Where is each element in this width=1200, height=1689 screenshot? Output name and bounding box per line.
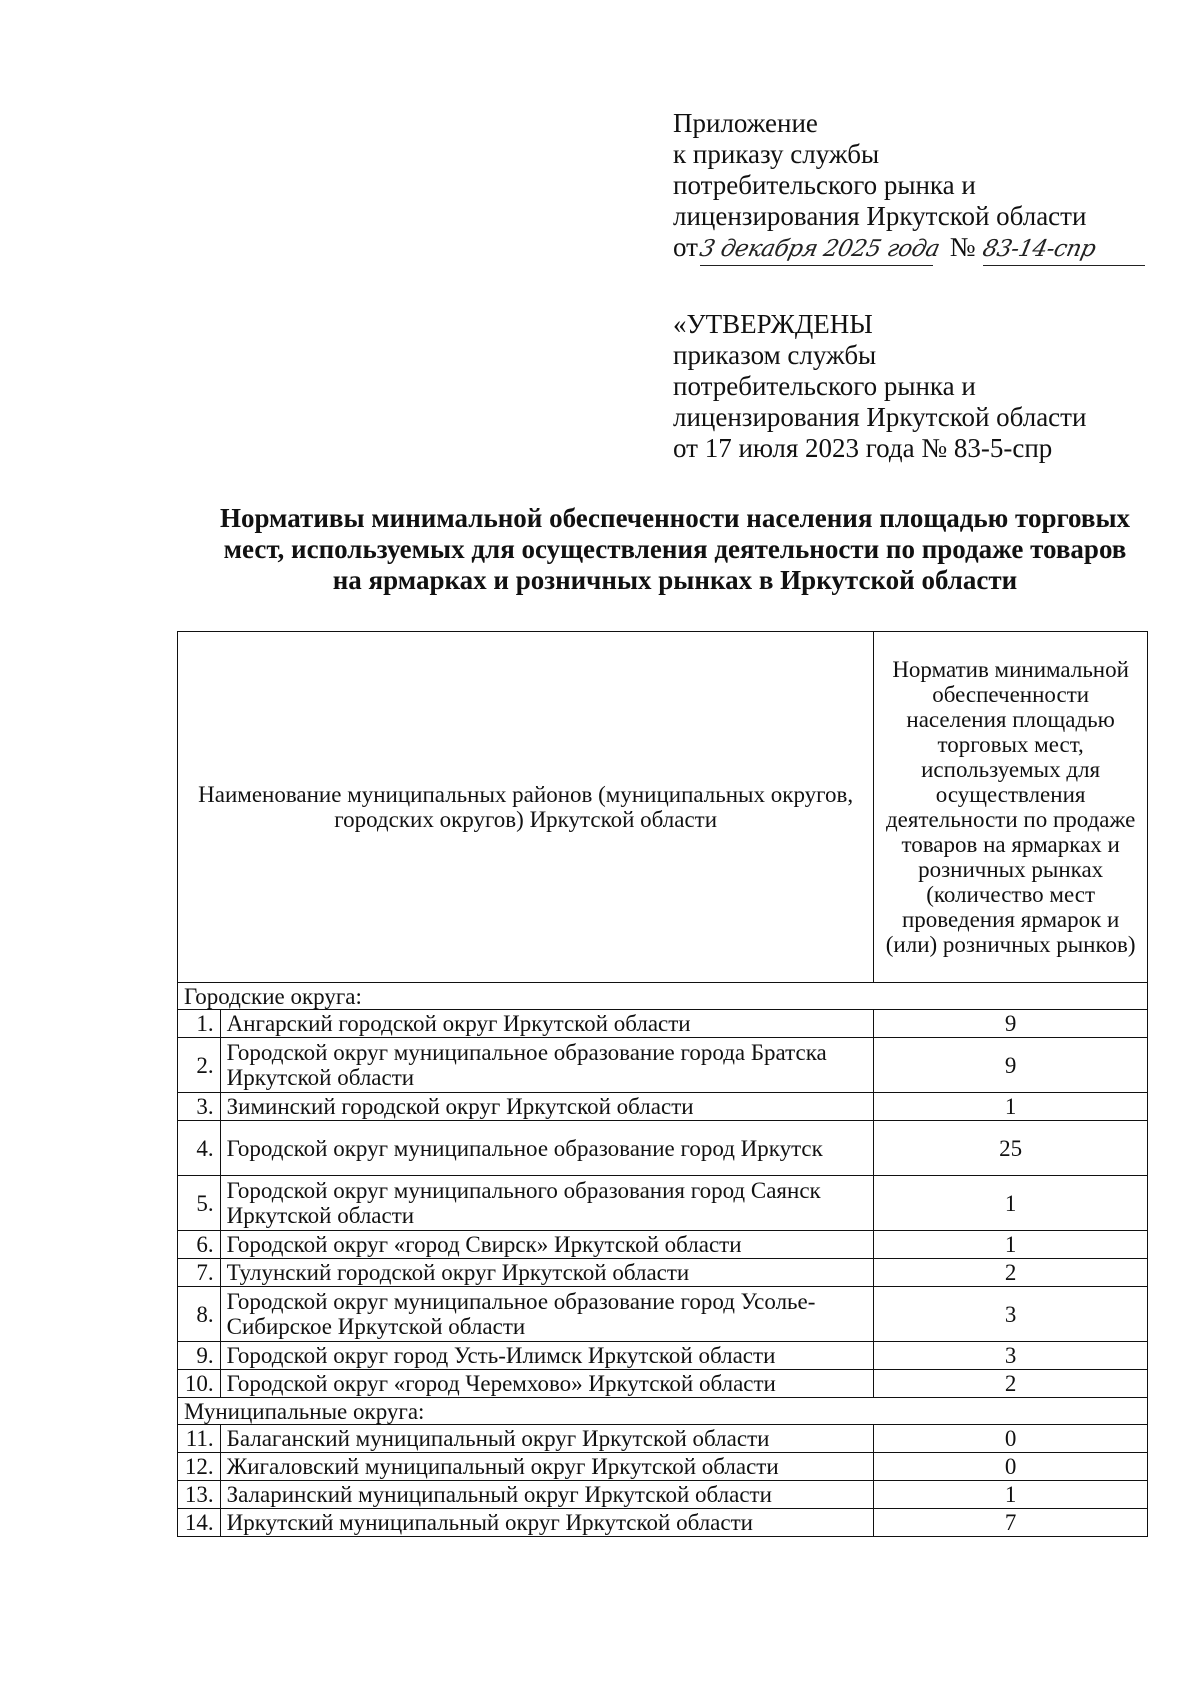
row-value: 9 (874, 1038, 1148, 1093)
section-row (178, 983, 1148, 1010)
appendix-block (673, 108, 1173, 270)
row-value: 1 (874, 1481, 1148, 1509)
appendix-line: потребительского рынка и (673, 170, 976, 200)
row-number: 5. (178, 1176, 221, 1231)
row-value: 25 (874, 1121, 1148, 1176)
section-title: Городские округа: (178, 983, 1148, 1010)
row-number: 12. (178, 1453, 221, 1481)
appendix-line: лицензирования Иркутской области (673, 201, 1087, 231)
row-name: Жигаловский муниципальный округ Иркутской области (220, 1453, 874, 1481)
order-number-handwritten: 83-14-спр (980, 236, 1099, 262)
table-row (178, 1425, 1148, 1453)
table-row (178, 1121, 1148, 1176)
table-header-row (178, 632, 1148, 983)
approved-line: от 17 июля 2023 года № 83-5-спр (673, 433, 1053, 463)
order-prefix: от (673, 232, 698, 262)
order-number-prefix: № (949, 232, 976, 262)
row-name: Зиминский городской округ Иркутской области (220, 1093, 874, 1121)
table-row (178, 1287, 1148, 1342)
row-value: 1 (874, 1176, 1148, 1231)
section-row (178, 1398, 1148, 1425)
header-name-cell: Наименование муниципальных районов (муниципальных округов, городских округов) Иркутской области (178, 632, 874, 983)
row-number: 14. (178, 1509, 221, 1537)
approved-line: лицензирования Иркутской области (673, 402, 1087, 432)
row-number: 8. (178, 1287, 221, 1342)
row-number: 11. (178, 1425, 221, 1453)
row-name: Ангарский городской округ Иркутской области (220, 1010, 874, 1038)
row-name: Городской округ «город Черемхово» Иркутской области (220, 1370, 874, 1398)
row-value: 0 (874, 1453, 1148, 1481)
row-name: Тулунский городской округ Иркутской области (220, 1259, 874, 1287)
row-number: 4. (178, 1121, 221, 1176)
approved-line: потребительского рынка и (673, 371, 976, 401)
row-number: 6. (178, 1231, 221, 1259)
row-number: 10. (178, 1370, 221, 1398)
order-date-handwritten: 3 декабря 2025 года (697, 236, 942, 262)
row-value: 1 (874, 1093, 1148, 1121)
approved-line: «УТВЕРЖДЕНЫ (673, 309, 873, 339)
row-number: 2. (178, 1038, 221, 1093)
table-row (178, 1370, 1148, 1398)
row-value: 2 (874, 1370, 1148, 1398)
appendix-line: Приложение (673, 108, 818, 138)
row-value: 1 (874, 1231, 1148, 1259)
title-line: на ярмарках и розничных рынках в Иркутской области (332, 565, 1018, 595)
row-name: Городской округ муниципальное образование город Иркутск (220, 1121, 874, 1176)
row-name: Городской округ муниципального образования город Саянск Иркутской области (220, 1176, 874, 1231)
row-number: 13. (178, 1481, 221, 1509)
order-number-field (980, 232, 1145, 266)
title-line: мест, используемых для осуществления деятельности по продаже товаров (223, 534, 1127, 564)
row-value: 3 (874, 1342, 1148, 1370)
table-row (178, 1038, 1148, 1093)
row-value: 7 (874, 1509, 1148, 1537)
norms-table (177, 631, 1148, 1537)
title-line: Нормативы минимальной обеспеченности населения площадью торговых (219, 503, 1131, 533)
table-row (178, 1010, 1148, 1038)
document-title (190, 503, 1160, 596)
row-value: 2 (874, 1259, 1148, 1287)
approved-line: приказом службы (673, 340, 877, 370)
table-row (178, 1342, 1148, 1370)
row-value: 0 (874, 1425, 1148, 1453)
header-value-cell: Норматив минимальной обеспеченности населения площадью торговых мест, используемых для осуществления деятельности по продаже товаров на ярмарках и розничных рынках (количество мест проведения ярмарок и (или) розничных рынков) (874, 632, 1148, 983)
appendix-line: к приказу службы (673, 139, 880, 169)
table-row (178, 1176, 1148, 1231)
row-name: Городской округ муниципальное образование города Братска Иркутской области (220, 1038, 874, 1093)
row-number: 9. (178, 1342, 221, 1370)
table-row (178, 1481, 1148, 1509)
order-reference (673, 232, 1173, 270)
approved-block (673, 309, 1173, 464)
row-name: Городской округ муниципальное образование город Усолье-Сибирское Иркутской области (220, 1287, 874, 1342)
row-value: 3 (874, 1287, 1148, 1342)
row-name: Городской округ город Усть-Илимск Иркутской области (220, 1342, 874, 1370)
table-row (178, 1453, 1148, 1481)
row-name: Заларинский муниципальный округ Иркутской области (220, 1481, 874, 1509)
order-date-field (697, 232, 942, 266)
row-name: Городской округ «город Свирск» Иркутской области (220, 1231, 874, 1259)
row-value: 9 (874, 1010, 1148, 1038)
table-row (178, 1231, 1148, 1259)
row-name: Иркутский муниципальный округ Иркутской области (220, 1509, 874, 1537)
table-row (178, 1259, 1148, 1287)
row-name: Балаганский муниципальный округ Иркутской области (220, 1425, 874, 1453)
table-row (178, 1509, 1148, 1537)
row-number: 3. (178, 1093, 221, 1121)
row-number: 7. (178, 1259, 221, 1287)
section-title: Муниципальные округа: (178, 1398, 1148, 1425)
row-number: 1. (178, 1010, 221, 1038)
table-row (178, 1093, 1148, 1121)
